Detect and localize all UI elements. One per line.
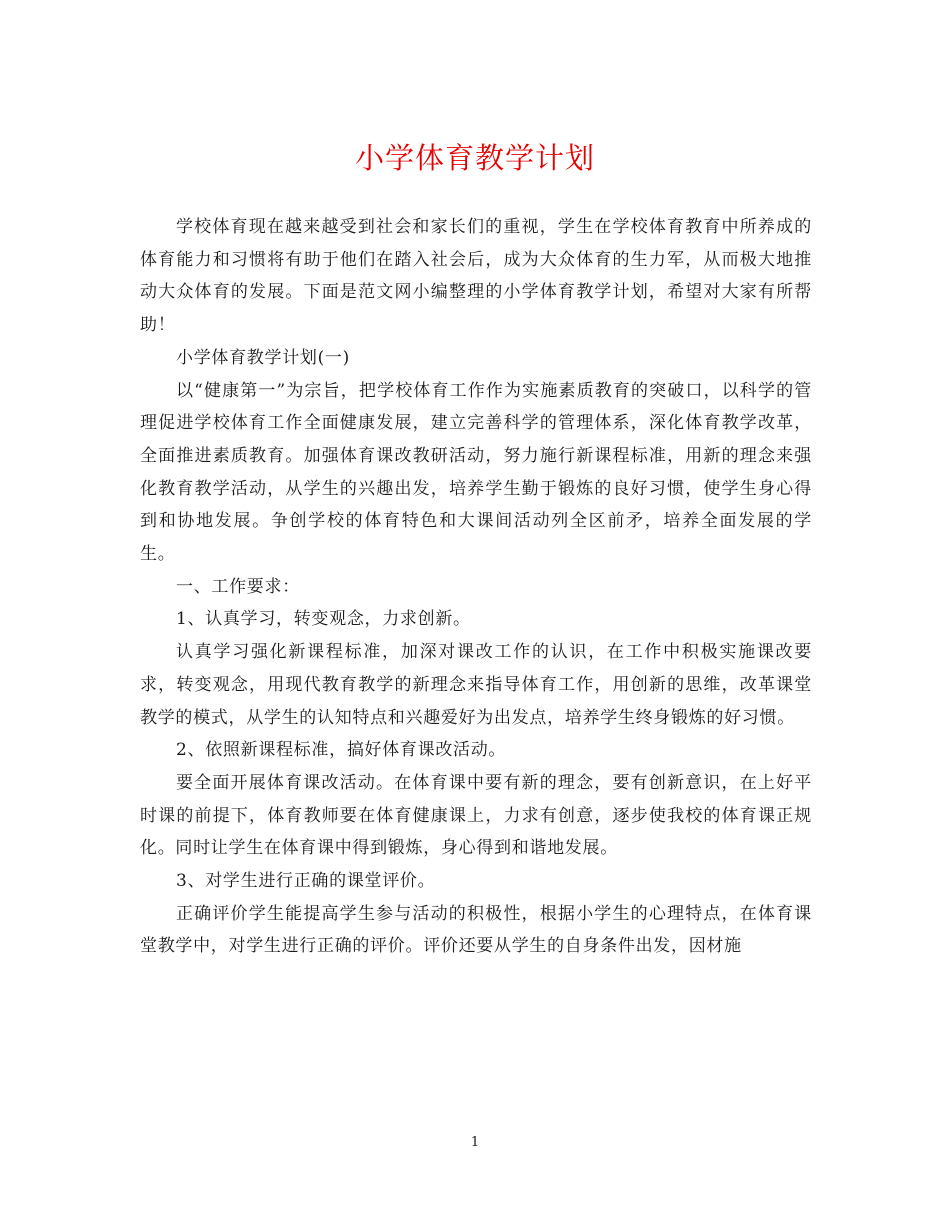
paragraph-section-heading: 小学体育教学计划(一) [176, 347, 350, 368]
paragraph-item-3-heading: 3、对学生进行正确的课堂评价。 [176, 871, 436, 892]
paragraph-item-1-body: 认真学习强化新课程标准，加深对课改工作的认识，在工作中积极实施课改要求，转变观念，用现代教育教学的新理念来指导体育工作，用创新的思维，改革课堂教学的模式，从学生的认知特点和兴趣爱好为出发点，培养学生终身锻炼的好习惯。 [140, 642, 812, 728]
page-number: 1 [470, 1135, 480, 1150]
paragraph-intro: 学校体育现在越来越受到社会和家长们的重视，学生在学校体育教育中所养成的体育能力和习惯将有助于他们在踏入社会后，成为大众体育的生力军，从而极大地推动大众体育的发展。下面是范文网小编整理的小学体育教学计划，希望对大家有所帮助！ [140, 217, 812, 336]
paragraph-item-3-body: 正确评价学生能提高学生参与活动的积极性，根据小学生的心理特点，在体育课堂教学中，对学生进行正确的评价。评价还要从学生的自身条件出发，因材施 [140, 903, 812, 957]
paragraph-purpose: 以“健康第一”为宗旨，把学校体育工作作为实施素质教育的突破口，以科学的管理促进学校体育工作全面健康发展，建立完善科学的管理体系，深化体育教学改革，全面推进素质教育。加强体育课改教研活动，努力施行新课程标准，用新的理念来强化教育教学活动，从学生的兴趣出发，培养学生勤于锻炼的良好习惯，使学生身心得到和协地发展。争创学校的体育特色和大课间活动列全区前矛，培养全面发展的学生。 [140, 380, 812, 565]
paragraph-item-2-body: 要全面开展体育课改活动。在体育课中要有新的理念，要有创新意识，在上好平时课的前提下，体育教师要在体育健康课上，力求有创意，逐步使我校的体育课正规化。同时让学生在体育课中得到锻炼，身心得到和谐地发展。 [140, 772, 812, 859]
paragraph-work-requirements-heading: 一、工作要求： [176, 576, 300, 597]
document-title: 小学体育教学计划 [354, 141, 595, 175]
paragraph-item-1-heading: 1、认真学习，转变观念，力求创新。 [176, 609, 471, 630]
document-body [140, 211, 812, 963]
paragraph-item-2-heading: 2、依照新课程标准，搞好体育课改活动。 [176, 740, 507, 761]
